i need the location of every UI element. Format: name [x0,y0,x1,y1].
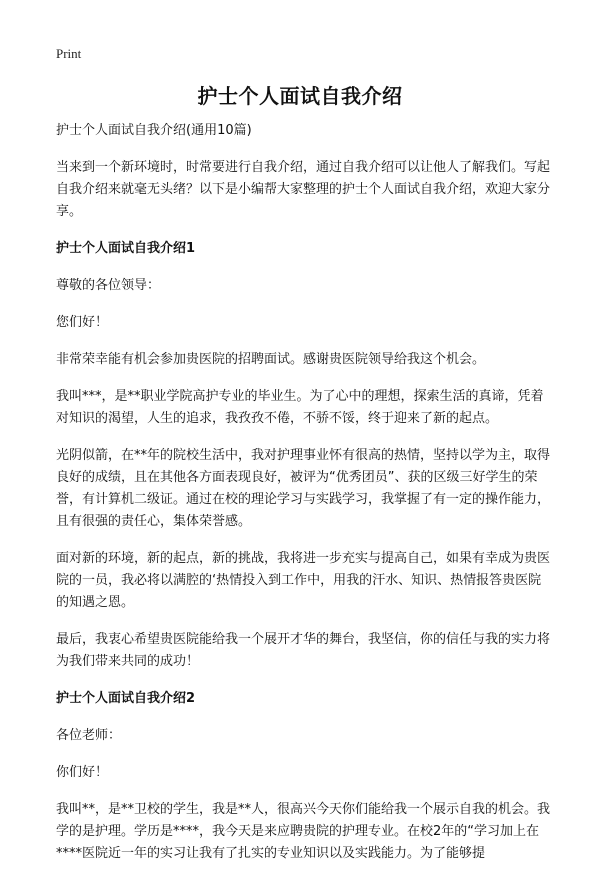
article-subtitle: 护士个人面试自我介绍(通用10篇) [56,123,252,138]
section-1-hello: 您们好！ [56,315,109,330]
section-1-paragraph-4: 面对新的环境，新的起点，新的挑战，我将进一步充实与提高自己，如果有幸成为贵医院的一员，我必将以满腔的‘热情投入到工作中，用我的汗水、知识、热情报答贵医院的知遇之恩。 [56,551,551,610]
section-2-heading: 护士个人面试自我介绍2 [56,691,196,706]
intro-paragraph: 当来到一个新环境时，时常要进行自我介绍，通过自我介绍可以让他人了解我们。写起自我介绍来就毫无头绪？以下是小编帮大家整理的护士个人面试自我介绍，欢迎大家分享。 [56,160,551,219]
section-2-hello: 你们好！ [56,765,109,780]
print-link[interactable]: Print [56,46,82,61]
section-1-paragraph-5: 最后，我衷心希望贵医院能给我一个展开才华的舞台，我坚信，你的信任与我的实力将为我们带来共同的成功！ [56,632,551,669]
section-1-heading: 护士个人面试自我介绍1 [56,241,196,256]
section-1-greeting: 尊敬的各位领导： [56,278,161,293]
section-2-greeting: 各位老师： [56,728,122,743]
section-2-paragraph-1: 我叫**，是**卫校的学生，我是**人，很高兴今天你们能给我一个展示自我的机会。我学的是护理。学历是****，我今天是来应聘贵院的护理专业。在校2年的“学习加上在****医院近一年的实习让我有了扎实的专业知识以及实践能力。为了能够提 [56,802,551,861]
section-1-paragraph-1: 非常荣幸能有机会参加贵医院的招聘面试。感谢贵医院领导给我这个机会。 [56,352,486,367]
page-title: 护士个人面试自我介绍 [197,84,403,108]
article-body [56,120,550,880]
section-1-paragraph-2: 我叫***，是**职业学院高护专业的毕业生。为了心中的理想，探索生活的真谛，凭着对知识的渴望，人生的追求，我孜孜不倦，不骄不馁，终于迎来了新的起点。 [56,389,544,426]
section-1-paragraph-3: 光阴似箭，在**年的院校生活中，我对护理事业怀有很高的热情，坚持以学为主，取得良好的成绩，且在其他各方面表现良好，被评为“优秀团员”、获的区级三好学生的荣誉，有计算机二级证。通过在校的理论学习与实践学习，我掌握了有一定的操作能力，且有很强的责任心，集体荣誉感。 [56,448,551,529]
